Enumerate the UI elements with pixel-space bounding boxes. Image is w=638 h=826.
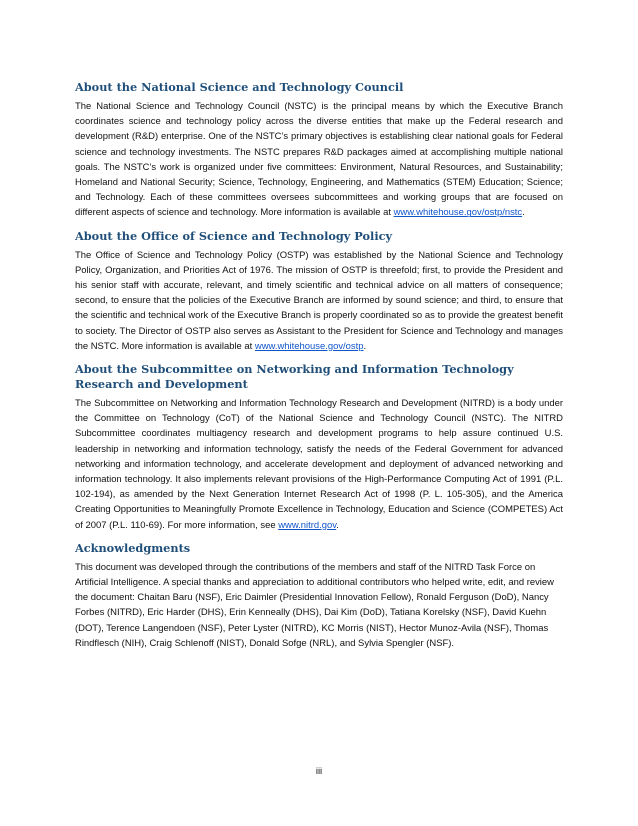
section-heading: About the National Science and Technology Council <box>75 80 404 94</box>
ostp-link[interactable]: www.whitehouse.gov/ostp <box>254 340 364 352</box>
section-body <box>75 99 563 221</box>
body-tail: . <box>363 340 367 352</box>
body-text: This document was developed through the contributions of the members and staff of the NITRD Task Force on Artificial Intelligence. A special thanks and appreciation to additional contributors who helped write, edit, and review the document: Chaitan Baru (NSF), Eric Daimler (Presidential Innovation Fellow), Ronald Ferguson (DoD), Nancy Forbes (NITRD), Eric Harder (DHS), Erin Kenneally (DHS), Dai Kim (DoD), Tatiana Korelsky (NSF), David Kuehn (DOT), Terence Langendoen (NSF), Peter Lyster (NITRD), KC Morris (NIST), Hector Munoz-Avila (NSF), Thomas Rindflesch (NIH), Craig Schlenoff (NIST), Donald Sofge (NRL), and Sylvia Spengler (NSF). <box>75 561 554 649</box>
body-text: The National Science and Technology Council (NSTC) is the principal means by which the Executive Branch coordinates science and technology policy across the diverse entities that make up the Federal research and development (R&D) enterprise. One of the NSTC’s primary objectives is establishing clear national goals for Federal science and technology investments. The NSTC prepares R&D packages aimed at accomplishing multiple national goals. The NSTC’s work is organized under five committees: Environment, Natural Resources, and Sustainability; Homeland and National Security; Science, Technology, Engineering, and Mathematics (STEM) Education; Science; and Technology. Each of these committees oversees subcommittees and working groups that are focused on different aspects of science and technology. More information is available at <box>75 101 563 219</box>
page-number: iii <box>315 766 323 777</box>
section-body <box>75 396 563 533</box>
document-page <box>75 80 563 659</box>
section-heading: About the Subcommittee on Networking and Information Technology Research and Development <box>75 362 514 392</box>
body-tail: . <box>522 207 525 219</box>
section-heading: About the Office of Science and Technology Policy <box>75 228 393 243</box>
section-acknowledgments <box>75 541 563 651</box>
body-text: The Office of Science and Technology Policy (OSTP) was established by the National Science and Technology Policy, Organization, and Priorities Act of 1976. The mission of OSTP is threefold; first, to provide the President and his senior staff with accurate, relevant, and timely scientific and technical advice on all matters of consequence; second, to ensure that the policies of the Executive Branch are informed by sound science; and third, to ensure that the scientific and technical work of the Executive Branch is properly coordinated so as to provide the greatest benefit to society. The Director of OSTP also serves as Assistant to the President for Science and Technology and manages the NSTC. More information is available at <box>75 249 563 352</box>
section-nitrd <box>75 362 563 533</box>
section-body <box>75 248 563 354</box>
nstc-link[interactable]: www.whitehouse.gov/ostp/nstc <box>393 207 523 219</box>
section-body <box>75 560 563 651</box>
body-tail: . <box>336 519 339 531</box>
body-text: The Subcommittee on Networking and Information Technology Research and Development (NITRD) is a body under the Committee on Technology (CoT) of the National Science and Technology Council (NSTC). The NITRD Subcommittee coordinates multiagency research and development programs to help assure continued U.S. leadership in networking and information technology, satisfy the needs of the Federal Government for advanced networking and information technology, and accelerate development and deployment of advanced networking and information technology. It also implements relevant provisions of the High-Performance Computing Act of 1991 (P.L. 102-194), as amended by the Next Generation Internet Research Act of 1998 (P. L. 105-305), and the America Creating Opportunities to Meaningfully Promote Excellence in Technology, Education and Science (COMPETES) Act of 2007 (P.L. 110-69). For more information, see <box>75 398 563 531</box>
nitrd-link[interactable]: www.nitrd.gov <box>278 519 337 531</box>
section-ostp <box>75 229 563 354</box>
section-heading: Acknowledgments <box>75 540 191 555</box>
section-nstc <box>75 80 563 221</box>
